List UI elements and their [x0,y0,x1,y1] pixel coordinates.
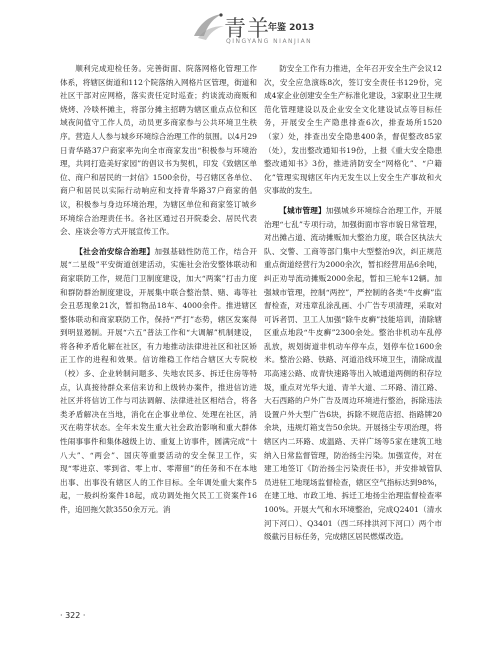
paragraph-text: 加强基础性防范工作，结合开展“二星级”平安街道创建活动，实施社会治安整体联动和商家联防工作，规范门卫制度建设，加大“两案”打击力度和群防群治制度建设，开展集中联合整治禁、赌、毒等社会丑恶现象21次，暂扣物品18车、4000余件。推进辖区整体联动和商家联防工作，保持“严打”态势，辖区发案得到明显遏制。开展“六五”普法工作和“大调解”机制建设，将各种矛盾化解在社区，有力地推动法律进社区和社区矫正工作的进程和效果。信访维稳工作结合辖区大专院校（校）多、企业转制问题多、失地农民多、拆迁住房等特点，认真接待群众来信来访和上级转办案件，推进信访进社区并将信访工作与司法调解、法律进社区相结合，将各类矛盾解决在当地，消化在企事业单位、处理在社区，消灭在萌芽状态。全年未发生重大社会政治影响和重大群体性闹事事件和集体越级上访、重复上访事件，圆满完成“十八大”、“两会”、国庆等重要活动的安全保卫工作，实现“零进京、零到省、零上市、零滞留”的任务和不在本地出事、出事没有辖区人的工作目标。全年调处重大案件5起，一般纠纷案件18起，成功调处拖欠民工工资案件16件，追回拖欠款3550余万元。消 [60,246,258,514]
paragraph [60,245,257,517]
page-header [0,0,480,54]
logo-yearbook-word: 年鉴 [268,23,287,33]
page-number: · 322 · [60,611,86,620]
yearbook-logo-subtitle [268,20,314,33]
paragraph [264,204,442,544]
paragraph [60,62,257,239]
paragraph-text: 加强城乡环境综合治理工作，开展治理“七乱”专项行动，加强街面市容市貌日常管理，对出摊占道、流动摊贩加大整治力度，联合区执法大队、交警、工商等部门集中大型整治9次，纠正规范重点街道经营行为2000余次，暂扣经营用品6余吨，纠正劝导流动摊贩2000余起，暂扣三轮车12辆。加强城市管理，控制“两控”，严控制的各类“牛皮癣”监督检查，对违章乱涂乱画、小广告专项清理，采取对可诉者罚、卫工人加强“除牛皮癣”技能培训，清除辖区重点地段“牛皮癣”2300余处。整治非机动车乱停乱放，规划街道非机动车停车点，划停车位1600余米。整治公路、铁路、河道沿线环境卫生，清除成温邛高速公路、成青快速路等出入城通道两侧的积存垃圾，重点对光华大道、青羊大道、二环路、清江路、大石西路的户外广告及周边环境进行整治，拆除违法设置户外大型广告6块，拆除不规范店招、指路牌20余块，违规灯箱支告50余块。开展扬尘专项治理，将辖区内二环路、成温路、天祥广场等5家在建筑工地纳入日常监督管理，防治扬尘污染。加强宣传，对在建工地签订《防治扬尘污染责任书》，并安排城管队员进驻工地现场监督检查，辖区空气指标达到98%，在建工地、市政工地、拆迁工地扬尘治理监督检查率100%。开展大气和水环境整治，完成Q2401（清水河下河口）、Q3401（西二环排洪河下河口）两个市级截污目标任务，完成辖区居民燃煤改造。 [264,205,443,542]
paragraph-text: 防安全工作有力推进，全年召开安全生产会议12次，安全应急演练8次，签订安全责任书129份，完成4家企业创建安全生产标准化建设，3家职业卫生规范化管理建设以及企业安全文化建设试点等目标任务，开展安全生产隐患排查6次，排查场所1520（家）处，排查出安全隐患400条，督促整改85家（处），发出整改通知书19份，上报《重大安全隐患整改通知书》3份，推进消防安全“网格化”、“户籍化”管理实现辖区年内无发生以上安全生产事故和火灾事故的发生。 [264,64,442,196]
paragraph [264,62,442,198]
paragraph-text: 顺利完成迎检任务。完善街面、院落网格化管理工作体系，将辖区街道和112个院落纳入网格片区管理，街道和社区干部对应网格，落实责任定时巡查；约谈流动商贩和烧烤、冷啖杯摊主，将部分摊主招聘为辖区重点点位和区域夜间值守工作人员，动员更多商家参与公共环境卫生秩序。营造人人参与城乡环境综合治理工作的氛围。以4月29日青华路37户商家率先向全市商家发出“积极参与环境治理，共同打造美好家园”的倡议书为契机，印发《致辖区单位、商户和居民的一封信》1500余份，号召辖区各单位、商户和居民以实际行动响应和支持青华路37户商家的倡议，积极参与身边环境治理，为辖区单位和商家签订城乡环境综合治理责任书。各社区通过召开院委会、居民代表会、座谈会等方式开展宣传工作。 [60,64,257,237]
section-heading: 【城市管理】 [279,205,326,215]
left-column [60,62,257,517]
right-column [264,62,442,544]
crane-logo-icon [188,6,228,46]
logo-year: 2013 [289,23,315,33]
yearbook-logo-en: QINGYANG NIANJIAN [226,38,313,45]
section-heading: 【社会治安综合治理】 [75,246,155,256]
yearbook-logo-text: 青羊 [224,17,271,42]
